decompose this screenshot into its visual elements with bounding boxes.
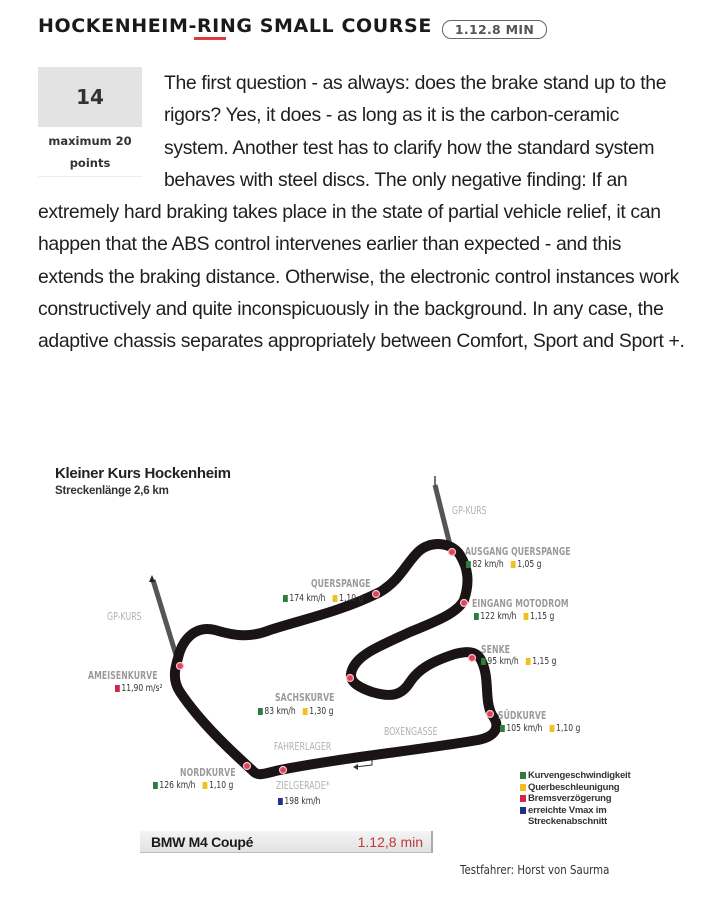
marker-ausgang-querspange <box>449 549 456 556</box>
braking-swatch-icon <box>520 795 526 802</box>
lateral-swatch-icon <box>520 784 526 791</box>
lap-time-badge: 1.12.8 MIN <box>442 20 547 39</box>
page-header <box>38 12 547 39</box>
test-driver: Testfahrer: Horst von Saurma <box>460 863 610 877</box>
vmax-swatch-icon <box>278 798 283 805</box>
legend-vmax-line1: erreichte Vmax im <box>528 804 607 816</box>
corner-braking: 11,90 m/s² <box>121 683 163 694</box>
corner-values-senke <box>481 656 556 667</box>
corner-speed: 83 km/h <box>264 706 296 717</box>
speed-swatch-icon <box>474 613 479 620</box>
corner-speed: 82 km/h <box>472 559 504 570</box>
corner-lateral: 1,30 g <box>309 706 334 717</box>
speed-swatch-icon <box>258 708 263 715</box>
corner-label-eingang-motodrom: EINGANG MOTODROM <box>472 598 569 610</box>
speed-swatch-icon <box>153 782 158 789</box>
car-lap-time: 1.12,8 min <box>357 833 423 850</box>
corner-label-ameisenkurve: AMEISENKURVE <box>88 670 158 682</box>
car-name: BMW M4 Coupé <box>151 833 254 850</box>
car-result-bar <box>140 831 433 853</box>
marker-senke <box>469 655 476 662</box>
corner-values-ausgang-querspange <box>466 559 541 570</box>
marker-suedkurve <box>487 711 494 718</box>
corner-vmax: 198 km/h <box>284 796 321 807</box>
label-boxengasse: BOXENGASSE <box>384 726 438 738</box>
legend-item-speed <box>520 770 630 782</box>
speed-swatch-icon <box>466 561 471 568</box>
corner-values-querspange <box>283 593 363 604</box>
corner-lateral: 1,15 g <box>532 656 557 667</box>
label-gp-kurs-left: GP-KURS <box>107 611 142 623</box>
lateral-swatch-icon <box>203 782 208 789</box>
corner-lateral: 1,05 g <box>517 559 542 570</box>
corner-speed: 105 km/h <box>506 723 543 734</box>
map-subtitle: Streckenlänge 2,6 km <box>55 485 169 497</box>
marker-eingang-motodrom <box>461 600 468 607</box>
speed-swatch-icon <box>500 725 505 732</box>
speed-swatch-icon <box>481 658 486 665</box>
score-value: 14 <box>38 67 142 127</box>
legend-label <box>528 805 607 828</box>
vmax-swatch-icon <box>520 807 526 814</box>
title-accent-underline <box>194 37 226 40</box>
braking-swatch-icon <box>115 685 120 692</box>
marker-querspange <box>373 591 380 598</box>
corner-speed: 122 km/h <box>480 611 517 622</box>
article-text: The first question - as always: does the brake stand up to the rigors? Yes, it does - as long as it is the carbon-ceramic system. Another test has to clarify how the standard system behaves with steel discs. The only negative finding: If an extremely hard braking takes place in the state of partial vehicle relief, it can happen that the ABS control intervenes earlier than expected - and this extends the braking distance. Otherwise, the electronic control instances work constructively and quite inconspicuously in the background. In any case, the adaptive chassis separates appropriately between Comfort, Sport and Sport +. <box>38 72 685 353</box>
legend-item-lateral <box>520 782 630 794</box>
lateral-swatch-icon <box>526 658 531 665</box>
gp-arrow-left-icon <box>149 575 155 582</box>
label-fahrerlager: FAHRERLAGER <box>274 741 332 753</box>
lateral-swatch-icon <box>333 595 338 602</box>
corner-label-ausgang-querspange: AUSGANG QUERSPANGE <box>465 546 571 558</box>
corner-speed: 126 km/h <box>159 780 196 791</box>
marker-sachskurve <box>347 675 354 682</box>
corner-values-ameisenkurve <box>115 683 163 694</box>
label-gp-kurs-right: GP-KURS <box>452 505 487 517</box>
speed-swatch-icon <box>283 595 288 602</box>
corner-label-zielgerade: ZIELGERADE* <box>276 780 330 792</box>
corner-values-eingang-motodrom <box>474 611 554 622</box>
corner-lateral: 1,10 g <box>209 780 234 791</box>
corner-label-nordkurve: NORDKURVE <box>180 767 236 779</box>
lateral-swatch-icon <box>511 561 516 568</box>
corner-speed: 174 km/h <box>289 593 326 604</box>
corner-values-zielgerade <box>278 796 321 807</box>
corner-label-senke: SENKE <box>481 644 511 656</box>
legend-label: Kurvengeschwindigkeit <box>528 770 631 781</box>
lateral-swatch-icon <box>550 725 555 732</box>
corner-label-sachskurve: SACHSKURVE <box>275 692 335 704</box>
legend-item-vmax <box>520 805 630 828</box>
corner-values-sachskurve <box>258 706 333 717</box>
gp-track-stub-left <box>153 580 176 655</box>
marker-ameisenkurve <box>177 663 184 670</box>
pit-arrowhead-icon <box>353 764 358 770</box>
legend-vmax-line2: Streckenabschnitt <box>528 816 607 827</box>
page-title: HOCKENHEIM-RING SMALL COURSE <box>38 14 432 37</box>
legend-label: Bremsverzögerung <box>528 793 612 804</box>
legend-item-braking <box>520 793 630 805</box>
corner-label-querspange: QUERSPANGE <box>311 578 371 590</box>
score-box <box>38 67 142 171</box>
score-max-label: maximum 20 points <box>38 130 142 177</box>
corner-lateral: 1,10 g <box>339 593 364 604</box>
map-title: Kleiner Kurs Hockenheim <box>55 465 231 482</box>
corner-values-nordkurve <box>153 780 233 791</box>
lateral-swatch-icon <box>524 613 529 620</box>
lateral-swatch-icon <box>303 708 308 715</box>
legend-label: Querbeschleunigung <box>528 781 620 793</box>
corner-values-suedkurve <box>500 723 580 734</box>
track-map <box>0 440 707 900</box>
corner-speed: 95 km/h <box>487 656 519 667</box>
map-legend <box>520 770 630 828</box>
marker-nordkurve <box>244 763 251 770</box>
corner-lateral: 1,10 g <box>556 723 581 734</box>
marker-zielgerade <box>280 767 287 774</box>
speed-swatch-icon <box>520 772 526 779</box>
corner-label-suedkurve: SÜDKURVE <box>498 710 547 722</box>
corner-lateral: 1,15 g <box>530 611 555 622</box>
